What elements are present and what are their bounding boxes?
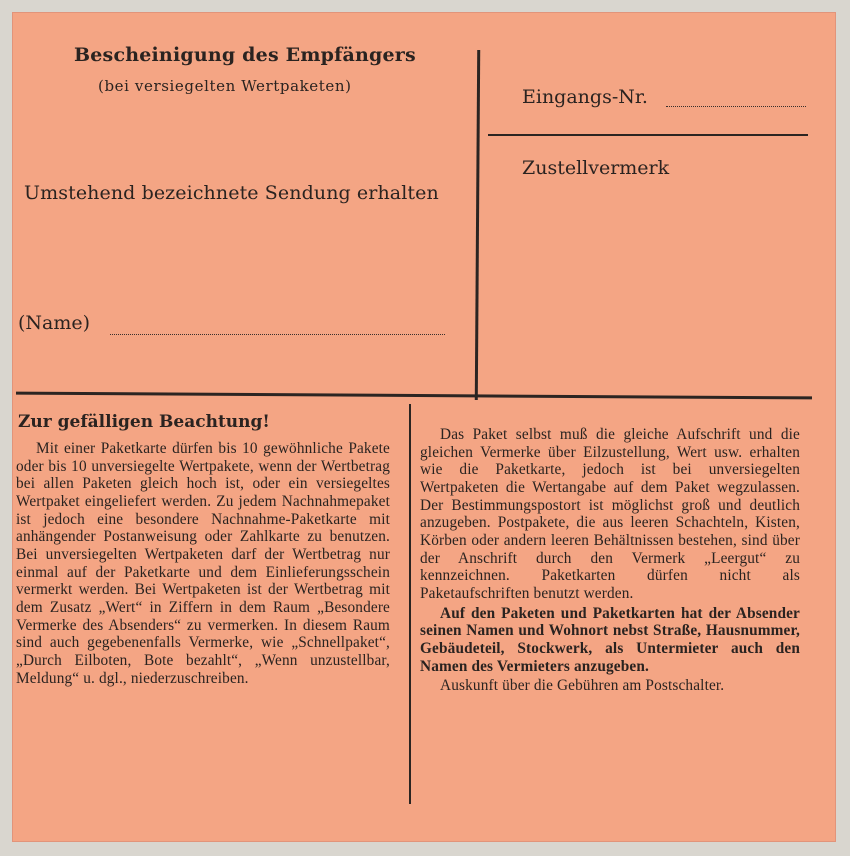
office-field-divider — [488, 134, 808, 136]
entry-number-label: Eingangs-Nr. — [522, 86, 648, 108]
delivery-note-label: Zustellvermerk — [522, 157, 670, 179]
name-label: (Name) — [18, 312, 91, 334]
notice-right-paragraph-3: Auskunft über die Gebühren am Postschalter. — [440, 677, 725, 695]
notice-right-paragraph-1: Das Paket selbst muß die gleiche Aufschrift und die gleichen Vermerke über Eilzustellung, Wert usw. erhalten wie die Paketkarte, jedoch ist bei unversiegelten Wertpaketen die Wertangabe auf dem Paket wegzulassen. Der Bestimmungspostort ist möglichst groß und deutlich anzugeben. Postpakete, die aus leeren Schachteln, Kisten, Körben oder andern leeren Behältnissen bestehen, sind über der Anschrift durch den Vermerk „Leergut“ zu kennzeichnen. Paketkarten dürfen nicht als Paketaufschriften benutzt werden. — [420, 426, 800, 602]
notice-left-column — [16, 440, 390, 687]
notice-right-paragraph-2: Auf den Paketen und Paketkarten hat der Absender seinen Namen und Wohnort nebst Straße, Hausnummer, Gebäudeteil, Stockwerk, als Untermieter auch den Namen des Vermieters anzugeben. — [420, 604, 800, 675]
horizontal-divider — [16, 392, 812, 400]
recipient-certificate-subtitle: (bei versiegelten Wertpaketen) — [98, 77, 352, 95]
name-signature-line[interactable] — [110, 334, 445, 335]
notice-heading: Zur gefälligen Beachtung! — [18, 412, 270, 432]
recipient-certificate-title: Bescheinigung des Empfängers — [74, 44, 416, 66]
vertical-divider-top — [475, 50, 480, 400]
notice-right-column — [420, 426, 800, 695]
received-statement: Umstehend bezeichnete Sendung erhalten — [24, 182, 439, 204]
vertical-divider-bottom — [409, 404, 411, 804]
notice-left-paragraph: Mit einer Paketkarte dürfen bis 10 gewöhnliche Pakete oder bis 10 unversiegelte Wertpakete, wenn der Wertbetrag bei allen Paketen gleich hoch ist, oder ein versiegeltes Wertpaket eingeliefert werden. Zu jedem Nachnahmepaket ist jedoch eine besondere Nachnahme-Paketkarte mit anhängender Postanweisung oder Zahlkarte zu benutzen. Bei unversiegelten Wertpaketen darf der Wertbetrag nur einmal auf der Paketkarte und dem Einlieferungsschein vermerkt werden. Bei Wertpaketen ist der Wertbetrag mit dem Zusatz „Wert“ in Ziffern in dem Raum „Besondere Vermerke des Absenders“ zu vermerken. In diesem Raum sind auch gegebenenfalls Vermerke, wie „Schnellpaket“, „Durch Eilboten, Bote bezahlt“, „Wenn unzustellbar, Meldung“ u. dgl., niederzuschreiben. — [16, 440, 390, 687]
parcel-card-back — [12, 12, 836, 842]
entry-number-field[interactable] — [666, 106, 806, 107]
